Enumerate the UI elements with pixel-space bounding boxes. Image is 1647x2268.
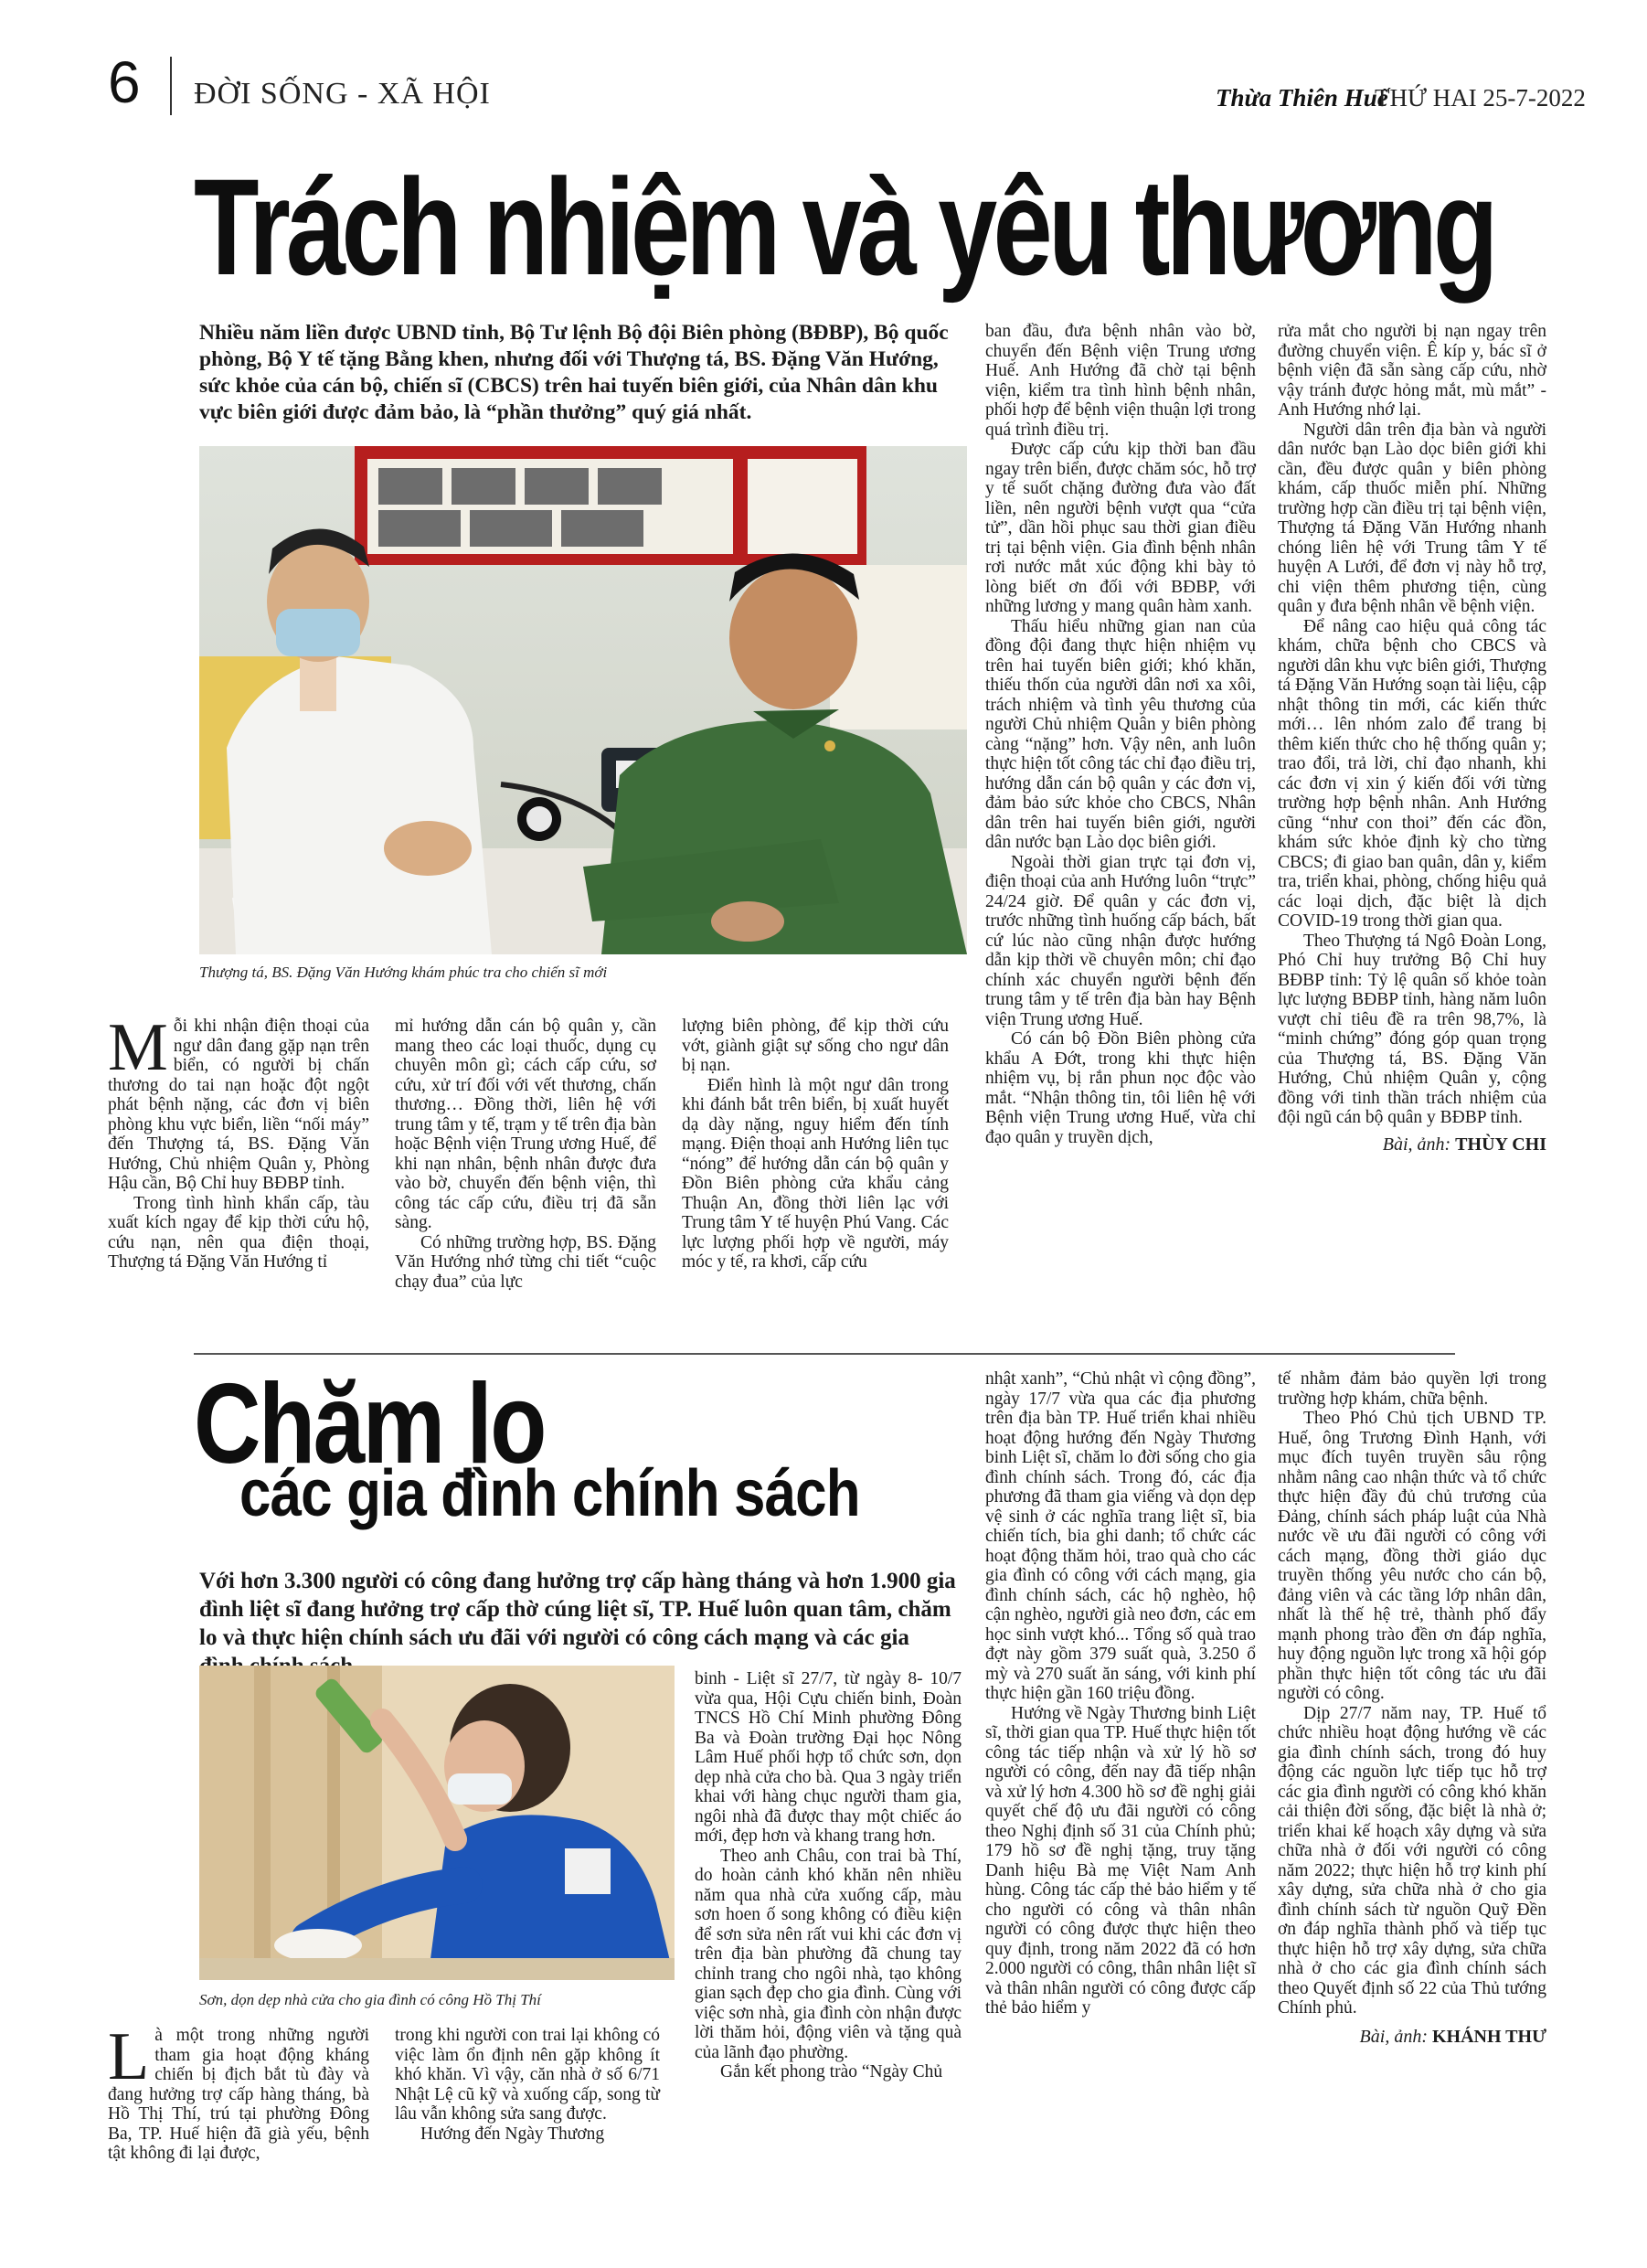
article1-paragraph: Điển hình là một ngư dân trong khi đánh bắt trên biển, bị xuất huyết dạ dày nặng, nguy hiểm đến tính mạng. Điện thoại anh Hướng liên tục “nóng” để hướng dẫn cán bộ quân y Đồn Biên phòng cửa khẩu cảng Thuận An, đồng thời liên lạc với Trung tâm Y tế huyện Phú Vang. Các lực lượng phối hợp về người, máy móc y tế, ra khơi, cấp cứu	[682, 1075, 949, 1272]
article2-paragraph: Gắn kết phong trào “Ngày Chủ	[720, 2062, 943, 2082]
article2-paragraph: tế nhằm đảm bảo quyền lợi trong trường hợp khám, chữa bệnh.	[1278, 1369, 1546, 1409]
article1-paragraph: Ngoài thời gian trực tại đơn vị, điện thoại của anh Hướng luôn “trực” 24/24 giờ. Để quân y các đơn vị, trước những tình huống cấp bách, bất cứ lúc nào cũng nhận được hướng dẫn kịp thời về chuyên môn; chỉ đạo chính xác chuyển người bệnh đến trung tâm y tế trên địa bàn hay Bệnh viện Trung ương Huế.	[985, 852, 1256, 1029]
article1-paragraph: Theo Thượng tá Ngô Đoàn Long, Phó Chỉ huy trưởng Bộ Chỉ huy BĐBP tỉnh: Tỷ lệ quân số khỏe toàn lực lượng BĐBP tỉnh, hàng năm luôn vượt chỉ tiêu đề ra trên 98,7%, là “minh chứng” đóng góp quan trọng của Thượng tá, BS. Đặng Văn Hướng, Chủ nhiệm Quân y, cộng đồng với tinh thần trách nhiệm của đội ngũ cán bộ quân y BĐBP tỉnh.	[1278, 931, 1546, 1127]
article1-paragraph: Thấu hiểu những gian nan của đồng đội đang thực hiện nhiệm vụ trên hai tuyến biên giới; khó khăn, thiếu thốn của người dân nơi xa xôi, trách nhiệm và tình yêu thương của người Chủ nhiệm Quân y biên phòng càng “nặng” hơn. Vậy nên, anh luôn thực hiện tốt công tác chỉ đạo điều trị, hướng dẫn cán bộ quân y các đơn vị, đảm bảo sức khỏe cho CBCS, Nhân dân trên hai tuyến biên giới, người dân nước bạn Lào dọc biên giới.	[985, 616, 1256, 852]
byline-label: Bài, ảnh:	[1382, 1134, 1451, 1155]
newspaper-name: Thừa Thiên Huế	[1216, 84, 1388, 112]
article1-byline	[1278, 1135, 1546, 1155]
article2-paragraph: Theo anh Châu, con trai bà Thí, do hoàn cảnh khó khăn nên nhiều năm qua nhà cửa xuống cấp, màu sơn hoen ố song không có điều kiện để sơn sửa nên rất vui khi các đơn vị trên địa bàn phường đã chung tay chỉnh trang cho ngôi nhà, tạo không gian sạch đẹp cho gia đình. Cùng với việc sơn nhà, gia đình còn nhận được lời thăm hỏi, động viên và tặng quà của lãnh đạo phường.	[695, 1846, 962, 2062]
article2-paragraph: Dịp 27/7 năm nay, TP. Huế tổ chức nhiều hoạt động hướng về các gia đình chính sách, trong đó huy động các nguồn lực tiếp tục hỗ trợ các gia đình người có công khó khăn cải thiện đời sống, đặc biệt là nhà ở; triển khai kế hoạch xây dựng và sửa chữa nhà ở đối với người có công năm 2022; thực hiện hỗ trợ kinh phí xây dựng, sửa chữa nhà ở cho gia đình chính sách từ nguồn Quỹ Đền ơn đáp nghĩa thành phố và tiếp tục thực hiện hỗ trợ xây dựng, sửa chữa nhà ở cho các gia đình chính sách theo Quyết định số 22 của Thủ tướng Chính phủ.	[1278, 1703, 1546, 2018]
article2-byline	[1278, 2028, 1546, 2048]
article1-photo-caption: Thượng tá, BS. Đặng Văn Hướng khám phúc tra cho chiến sĩ mới	[199, 964, 608, 981]
article1-paragraph: Được cấp cứu kịp thời ban đầu ngay trên biển, được chăm sóc, hỗ trợ y tế suốt chặng đường đưa vào đất liền, nên người bệnh vượt qua “cửa tử”, dần hồi phục sau thời gian điều trị tại bệnh viện. Gia đình bệnh nhân rơi nước mắt xúc động khi bày tỏ lòng biết ơn đối với BĐBP, với những lương y mang quân hàm xanh.	[985, 440, 1256, 616]
article1-column-3	[682, 1017, 949, 1272]
article2-photo-caption: Sơn, dọn dẹp nhà cửa cho gia đình có công Hồ Thị Thí	[199, 1991, 541, 2008]
article2-column-4	[985, 1369, 1256, 2018]
article2-paragraph: Hướng về Ngày Thương binh Liệt sĩ, thời gian qua TP. Huế thực hiện tốt công tác tiếp nhận và xử lý hồ sơ người có công, đến nay đã tiếp nhận và xử lý hơn 4.300 hồ sơ đề nghị giải quyết chế độ ưu đãi người có công theo Nghị định số 31 của Chính phủ; 179 hồ sơ đề nghị tặng, truy tặng Danh hiệu Bà mẹ Việt Nam Anh hùng. Công tác cấp thẻ bảo hiểm y tế cho người có công và thân nhân người có công được thực hiện theo quy định, trong năm 2022 đã có hơn 2.000 người có công, thân nhân liệt sĩ và thân nhân người có công được cấp thẻ bảo hiểm y	[985, 1703, 1256, 2018]
article-separator	[194, 1353, 1455, 1355]
article2-column-5	[1278, 1369, 1546, 2047]
article1-paragraph: ỗi khi nhận điện thoại của ngư dân đang gặp nạn trên biển, có người bị chấn thương do tai nạn hoặc đột ngột phát bệnh nặng, các đơn vị biên phòng khu vực biển, liền “nối máy” đến Thượng tá, BS. Đặng Văn Hướng, Chủ nhiệm Quân y, Phòng Hậu cần, Bộ Chỉ huy BĐBP tỉnh.	[108, 1017, 369, 1193]
article1-paragraph: Trong tình hình khẩn cấp, tàu xuất kích ngay để kịp thời cứu hộ, cứu nạn, nên qua điện thoại, Thượng tá Đặng Văn Hướng tỉ	[108, 1193, 369, 1272]
article2-title-line1: Chăm lo	[194, 1361, 545, 1487]
article1-paragraph: Có những trường hợp, BS. Đặng Văn Hướng nhớ từng chi tiết “cuộc chạy đua” của lực	[395, 1232, 656, 1292]
article1-photo	[199, 446, 967, 954]
article2-photo	[199, 1666, 675, 1980]
article2-paragraph: binh - Liệt sĩ 27/7, từ ngày 8- 10/7 vừa qua, Hội Cựu chiến binh, Đoàn TNCS Hồ Chí Minh phường Đông Ba và Đoàn trường Đại học Nông Lâm Huế phối hợp tổ chức sơn, dọn dẹp nhà cửa cho bà. Qua 3 ngày triển khai với hàng chục người tham gia, ngôi nhà đã được thay một chiếc áo mới, đẹp hơn và khang trang hơn.	[695, 1669, 962, 1846]
article1-column-2	[395, 1017, 656, 1292]
article1-paragraph: mỉ hướng dẫn cán bộ quân y, cần mang theo các loại thuốc, dụng cụ chuyên môn gì; cách cấp cứu, sơ cứu, xử trí đối với vết thương, chấn thương… Đồng thời, liên hệ với trung tâm y tế, trạm y tế trên địa bàn hoặc Bệnh viện Trung ương Huế, để khi nạn nhân, bệnh nhân được đưa vào bờ, chuyển đến bệnh viện, thì công tác cấp cứu, điều trị đã sẵn sàng.	[395, 1017, 656, 1232]
doctor-patient-illustration	[199, 446, 967, 954]
article1-dropcap: M	[108, 1010, 168, 1085]
article2-lead: Với hơn 3.300 người có công đang hưởng trợ cấp hàng tháng và hơn 1.900 gia đình liệt sĩ đang hưởng trợ cấp thờ cúng liệt sĩ, TP. Huế luôn quan tâm, chăm lo và thực hiện chính sách ưu đãi với người có công cách mạng và các gia	[199, 1569, 956, 1650]
article1-paragraph: Có cán bộ Đồn Biên phòng cửa khẩu A Đớt, trong khi thực hiện nhiệm vụ, bị rắn phun nọc độc vào mắt. “Nhận thông tin, tôi liên hệ với Bệnh viện Trung ương Huế, vừa chỉ đạo quân y truyền dịch,	[985, 1029, 1256, 1147]
article1-paragraph: Người dân trên địa bàn và người dân nước bạn Lào dọc biên giới khi cần, đều được quân y biên phòng khám, cấp thuốc miễn phí. Những trường hợp cần điều trị tại bệnh viện, Thượng tá Đặng Văn Hướng nhanh chóng liên hệ với Trung tâm Y tế huyện A Lưới, để đơn vị này hỗ trợ, chi viện thêm phương tiện, cùng quân y đưa bệnh nhân về bệnh viện.	[1278, 420, 1546, 616]
article2-dropcap: L	[108, 2019, 150, 2094]
article2-column-3	[695, 1669, 962, 2082]
article2-paragraph: Theo Phó Chủ tịch UBND TP. Huế, ông Trương Đình Hạnh, với mục đích tuyên truyền sâu rộng nhằm nâng cao nhận thức và tổ chức thực hiện đầy đủ chủ trương của Đảng, chính sách pháp luật của Nhà nước về ưu đãi người có công với cách mạng, đồng thời giáo dục truyền thống yêu nước cho cán bộ, đảng viên và các tầng lớp nhân dân, nhất là thế hệ trẻ, thành phố đẩy mạnh phong trào đền ơn đáp nghĩa, huy động nguồn lực trong xã hội góp phần thực hiện tốt công tác ưu đãi người có công.	[1278, 1409, 1546, 1703]
article2-paragraph: nhật xanh”, “Chủ nhật vì cộng đồng”, ngày 17/7 vừa qua các địa phương trên địa bàn TP. Huế triển khai nhiều hoạt động hướng đến Ngày Thương binh Liệt sĩ, chăm lo đời sống cho gia đình chính sách. Trong đó, các địa phương đã tham gia viếng và dọn dẹp vệ sinh ở các nghĩa trang liệt sĩ, bia chiến tích, bia ghi danh; tổ chức các hoạt động thăm hỏi, trao quà cho các gia đình có công với cách mạng, gia đình chính sách, các hộ nghèo, hộ cận nghèo, người già neo đơn, các em học sinh vượt khó... Tổng số quà trao đợt này gồm 379 suất quà, 3.250 ổ mỳ và 270 suất ăn sáng, với kinh phí thực hiện gần 160 triệu đồng.	[985, 1369, 1256, 1703]
article1-column-1	[108, 1010, 369, 1272]
article2-title-line2: các gia đình chính sách	[239, 1457, 860, 1530]
article2-column-1	[108, 2019, 369, 2164]
article2-paragraph: trong khi người con trai lại không có việc làm ổn định nên gặp không ít khó khăn. Vì vậy, căn nhà ở số 6/71 Nhật Lệ cũ kỹ và xuống cấp, song từ lâu vẫn không sửa sang được.	[395, 2026, 660, 2124]
section-name: ĐỜI SỐNG - XÃ HỘI	[194, 77, 491, 111]
page-number: 6	[108, 49, 141, 115]
article1-paragraph: rửa mắt cho người bị nạn ngay trên đường chuyển viện. Ê kíp y, bác sĩ ở bệnh viện đã sẵn sàng cấp cứu, nhờ vậy tránh được hỏng mắt, mù mắt” - Anh Hướng nhớ lại.	[1278, 322, 1546, 420]
article1-column-4	[985, 322, 1256, 1147]
article2-column-2	[395, 2026, 660, 2144]
header-divider	[170, 57, 172, 115]
article1-paragraph: ban đầu, đưa bệnh nhân vào bờ, chuyển đến Bệnh viện Trung ương Huế. Anh Hướng đã chờ tại bệnh viện, kiểm tra tình hình bệnh nhân, phối hợp để bệnh viện thuận lợi trong quá trình điều trị.	[985, 322, 1256, 440]
painting-house-illustration	[199, 1666, 675, 1980]
article1-lead: Nhiều năm liền được UBND tỉnh, Bộ Tư lệnh Bộ đội Biên phòng (BĐBP), Bộ quốc phòng, Bộ Y tế tặng Bằng khen, nhưng đối với Thượng tá, BS. Đặng Văn Hướng, sức khỏe của cán bộ, chiến sĩ (CBCS) trên hai tuyến biên giới, của Nhân dân khu vực biên giới được đảm bảo, là “phần thưởng” quý giá nhất.	[199, 321, 949, 424]
article1-title: Trách nhiệm và yêu thương	[194, 150, 1494, 303]
byline-author: THÙY CHI	[1455, 1134, 1546, 1155]
article1-column-5	[1278, 322, 1546, 1155]
article2-paragraph: à một trong những người tham gia hoạt động kháng chiến bị địch bắt tù đày và đang hưởng trợ cấp hàng tháng, bà Hồ Thị Thí, trú tại phường Đông Ba, TP. Huế hiện đã già yếu, bệnh tật không đi lại được,	[108, 2026, 369, 2163]
byline-author: KHÁNH THƯ	[1431, 2026, 1546, 2047]
issue-date: THỨ HAI 25-7-2022	[1375, 84, 1586, 112]
article1-paragraph: lượng biên phòng, để kịp thời cứu vớt, giành giật sự sống cho ngư dân bị nạn.	[682, 1017, 949, 1075]
article1-paragraph: Để nâng cao hiệu quả công tác khám, chữa bệnh cho CBCS và người dân khu vực biên giới, Thượng tá Đặng Văn Hướng soạn tài liệu, cập nhật thông tin mới, các kiến thức mới… lên nhóm zalo để trang bị thêm kiến thức cho hệ thống quân y; trao đổi, trả lời, chỉ đạo nhanh, khi các đơn vị xin ý kiến đối với từng trường hợp bệnh nhân. Anh Hướng cũng “như con thoi” đến các đồn, khám sức khỏe định kỳ cho từng CBCS; đi giao ban quân, dân y, kiểm tra, triển khai, phòng, chống hiệu quả các loại dịch, đặc biệt là dịch COVID-19 trong thời gian qua.	[1278, 616, 1546, 931]
article2-paragraph: Hướng đến Ngày Thương	[420, 2124, 605, 2144]
byline-label: Bài, ảnh:	[1359, 2026, 1428, 2047]
